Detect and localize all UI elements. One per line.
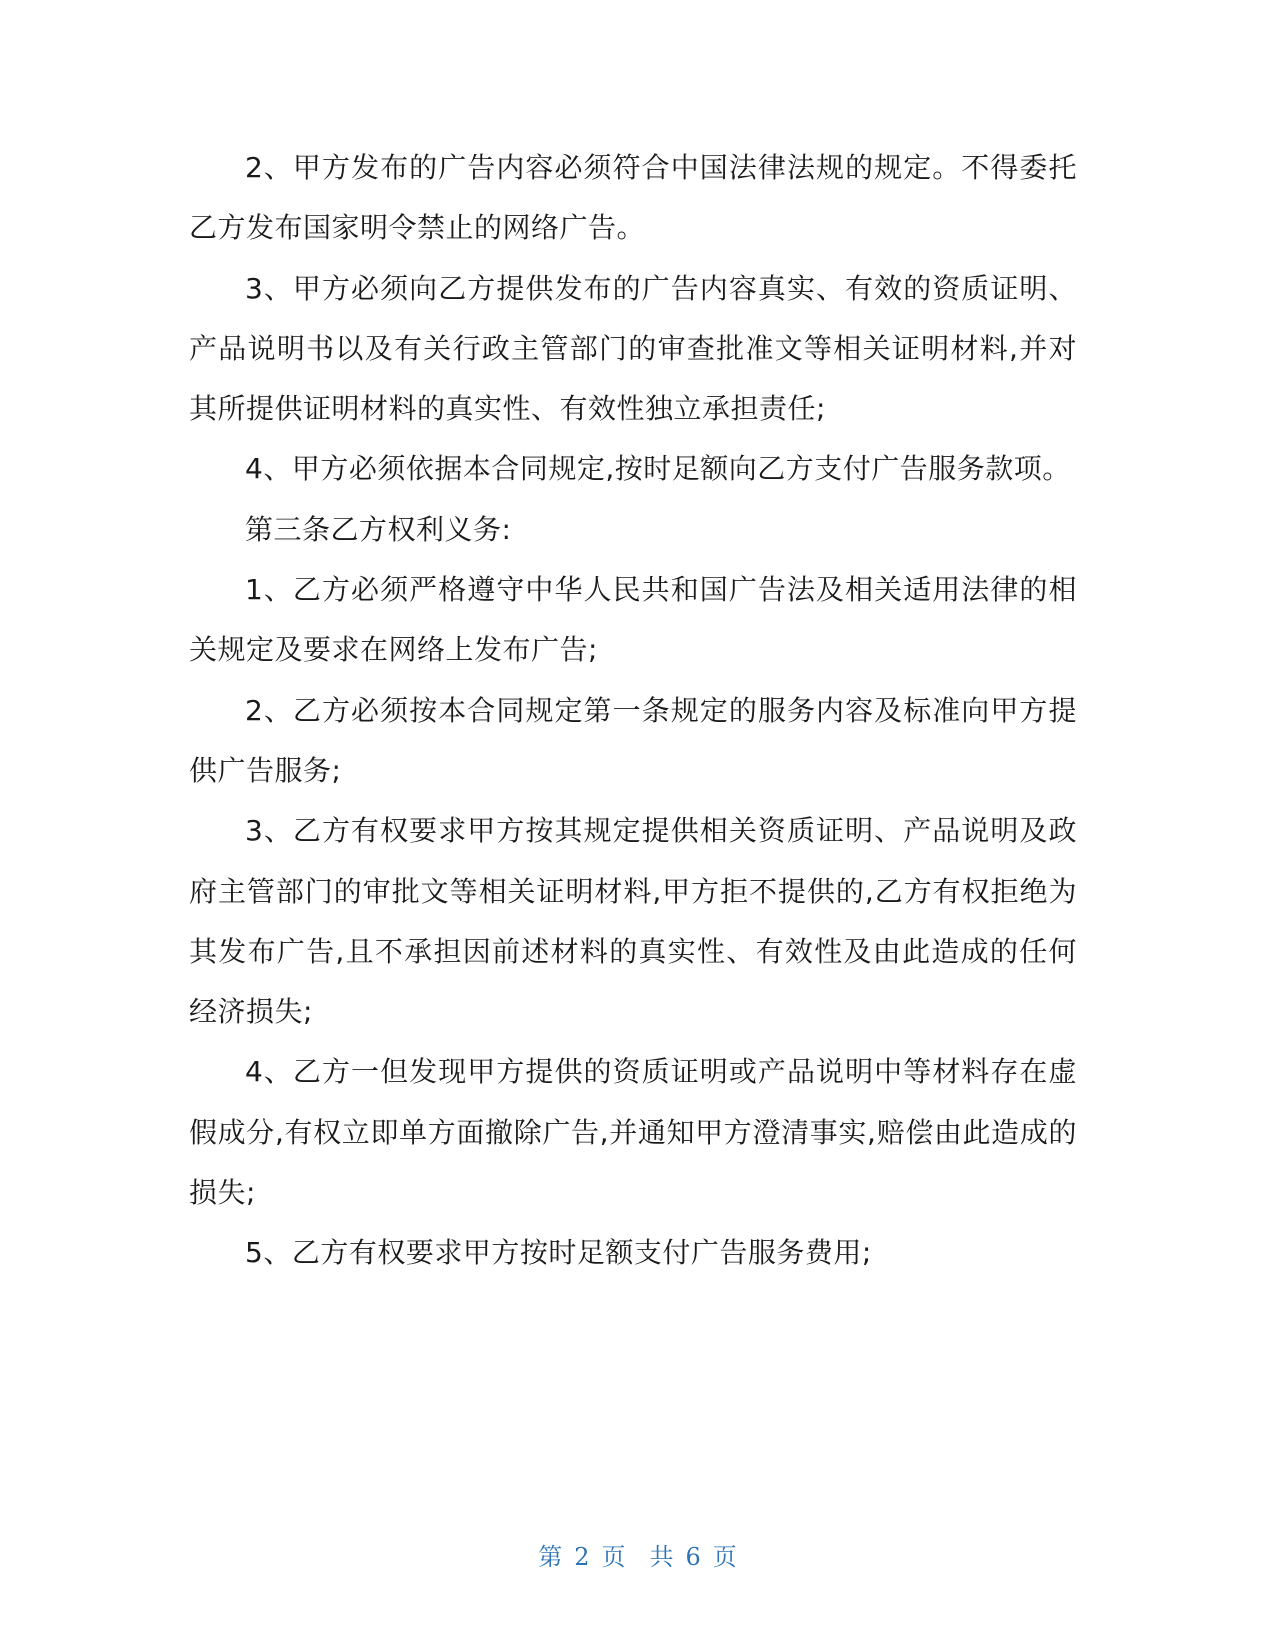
paragraph-party-a-provide-certificates: 3、甲方必须向乙方提供发布的广告内容真实、有效的资质证明、产品说明书以及有关行政主管部门的审查批准文等相关证明材料,并对其所提供证明材料的真实性、有效性独立承担责任; [189, 271, 1077, 426]
paragraph-party-b-request-materials: 3、乙方有权要求甲方按其规定提供相关资质证明、产品说明及政府主管部门的审批文等相关证明材料,甲方拒不提供的,乙方有权拒绝为其发布广告,且不承担因前述材料的真实性、有效性及由此造成的任何经济损失; [189, 814, 1077, 1029]
paragraph-party-a-payment: 4、甲方必须依据本合同规定,按时足额向乙方支付广告服务款项。 [245, 452, 1071, 486]
page-number-footer [0, 1542, 1275, 1572]
footer-suffix: 页 [712, 1543, 737, 1571]
paragraph-party-b-request-payment: 5、乙方有权要求甲方按时足额支付广告服务费用; [245, 1236, 872, 1270]
current-page-number: 2 [574, 1543, 590, 1571]
footer-total-word: 共 [649, 1543, 674, 1571]
paragraph-party-b-provide-service: 2、乙方必须按本合同规定第一条规定的服务内容及标准向甲方提供广告服务; [189, 693, 1077, 787]
section-heading-article-3: 第三条乙方权利义务: [245, 512, 512, 546]
footer-page-word: 页 [601, 1543, 626, 1571]
document-body [189, 138, 1077, 1284]
paragraph-party-b-remove-ads: 4、乙方一但发现甲方提供的资质证明或产品说明中等材料存在虚假成分,有权立即单方面撤除广告,并通知甲方澄清事实,赔偿由此造成的损失; [189, 1055, 1077, 1210]
paragraph-party-a-content-compliance: 2、甲方发布的广告内容必须符合中国法律法规的规定。不得委托乙方发布国家明令禁止的网络广告。 [189, 151, 1077, 245]
paragraph-party-b-comply-law: 1、乙方必须严格遵守中华人民共和国广告法及相关适用法律的相关规定及要求在网络上发布广告; [189, 573, 1077, 667]
total-pages-number: 6 [685, 1543, 701, 1571]
footer-prefix: 第 [538, 1543, 563, 1571]
